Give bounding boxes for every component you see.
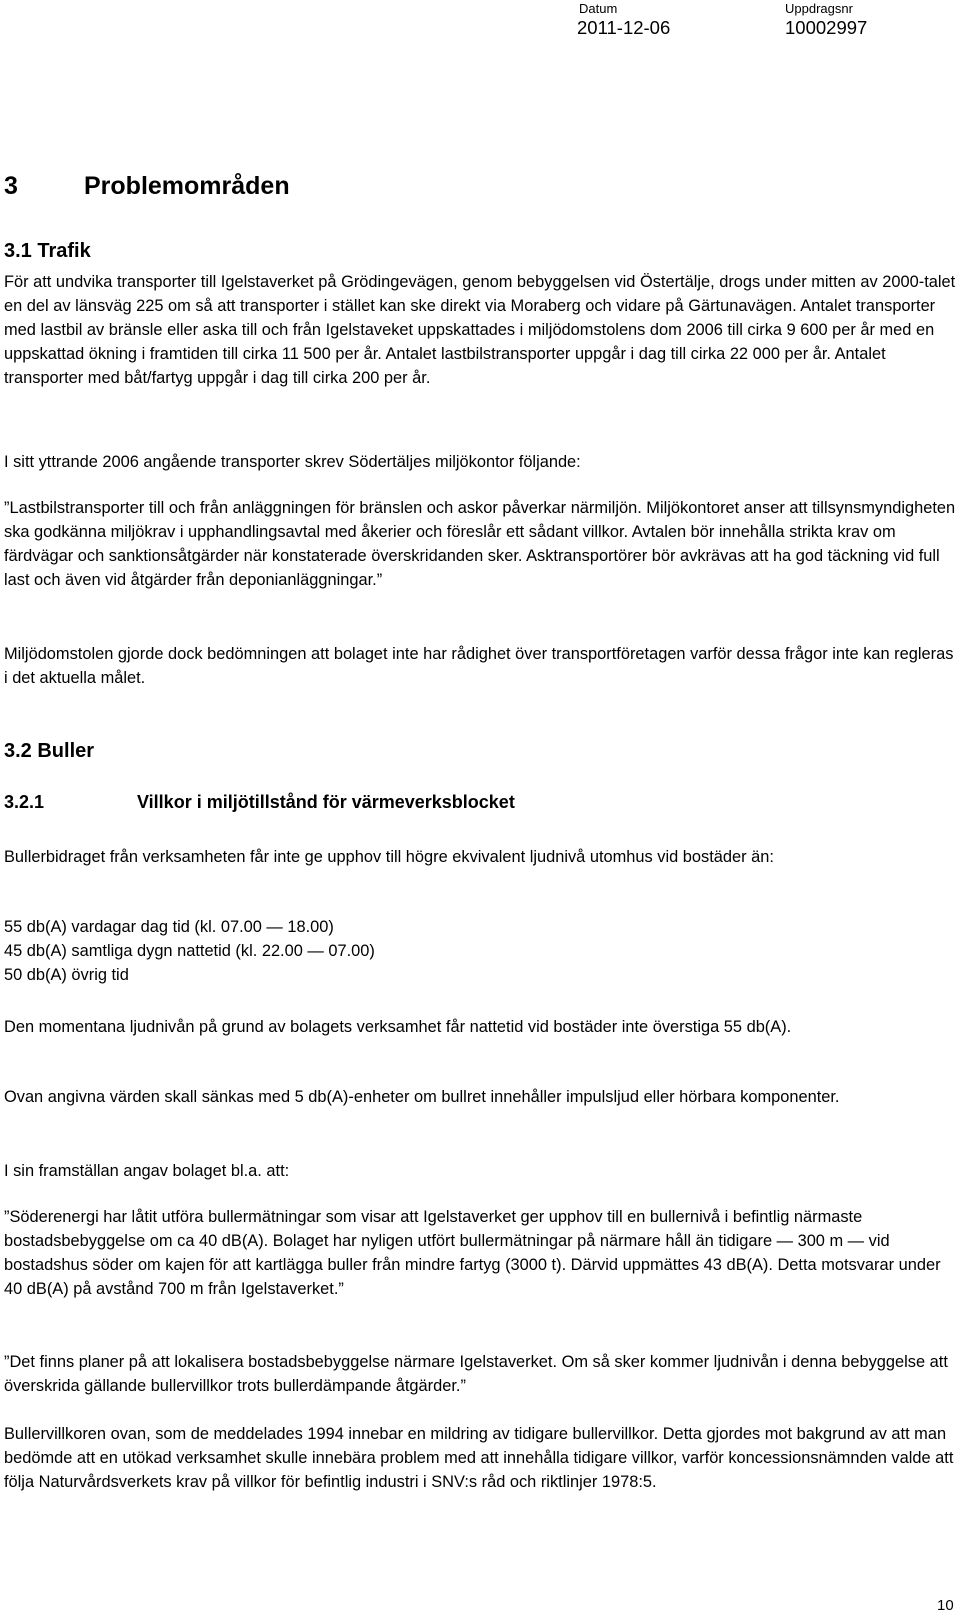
noise-limit-night: 45 db(A) samtliga dygn nattetid (kl. 22.00 — 07.00) — [4, 942, 375, 960]
environment-office-quote: ”Lastbilstransporter till och från anläggningen för bränslen och askor påverkar närmiljön. Miljökontoret anser att tillsynsmyndigheten ska godkänna miljökrav i upphandlingsavtal med åkerier och föreslår ett sådant villkor. Avtalen bör innehålla strikta krav om färdvägar och sanktionsåtgärder när konstaterade överskridanden sker. Asktransportörer bör avkrävas att ha god täckning vid full last och även vid åtgärder från deponianläggningar.” — [4, 499, 956, 589]
noise-limit-intro: Bullerbidraget från verksamheten får inte ge upphov till högre ekvivalent ljudnivå utomhus vid bostäder än: — [4, 848, 774, 866]
section-traffic-heading: 3.1 Trafik — [4, 240, 91, 262]
chapter-number: 3 — [4, 172, 18, 200]
noise-conditions-history: Bullervillkoren ovan, som de meddelades 1994 innebar en mildring av tidigare bullervillkor. Detta gjordes mot bakgrund av att man bedömde att en utökad verksamhet skulle innebära problem med att innehålla tidigare villkor, varför koncessionsnämnden valde att följa Naturvårdsverkets krav på villkor för befintlig industri i SNV:s råd och riktlinjer 1978:5. — [4, 1425, 954, 1491]
reduction-paragraph: Ovan angivna värden skall sänkas med 5 db(A)-enheter om bullret innehåller impulsljud eller hörbara komponenter. — [4, 1088, 840, 1106]
court-assessment-paragraph: Miljödomstolen gjorde dock bedömningen att bolaget inte har rådighet över transportföretagen varför dessa frågor inte kan regleras i det aktuella målet. — [4, 645, 954, 687]
date-value: 2011-12-06 — [577, 17, 671, 38]
environment-office-intro: I sitt yttrande 2006 angående transporter skrev Södertäljes miljökontor följande: — [4, 453, 581, 471]
assignment-number-label: Uppdragsnr — [785, 1, 853, 16]
assignment-number-value: 10002997 — [785, 17, 868, 38]
subsection-number: 3.2.1 — [4, 792, 45, 812]
page-number: 10 — [937, 1597, 954, 1614]
company-statement-intro: I sin framställan angav bolaget bl.a. att: — [4, 1162, 290, 1180]
company-quote-measurements: ”Söderenergi har låtit utföra bullermätningar som visar att Igelstaverket ger upphov till en bullernivå i befintlig närmaste bostadsbebyggelse om ca 40 dB(A). Bolaget har nyligen utfört bullermätningar på närmare håll än tidigare — 300 m — vid bostadshus söder om kajen för att kartlägga buller från mindre fartyg (3000 t). Därvid uppmättes 43 dB(A). Detta motsvarar under 40 dB(A) på avstånd 700 m från Igelstaverket.” — [4, 1208, 941, 1298]
noise-limit-day: 55 db(A) vardagar dag tid (kl. 07.00 — 18.00) — [4, 918, 334, 936]
momentary-level-paragraph: Den momentana ljudnivån på grund av bolagets verksamhet får nattetid vid bostäder inte överstiga 55 db(A). — [4, 1018, 792, 1036]
traffic-paragraph: För att undvika transporter till Igelstaverket på Grödingevägen, genom bebyggelsen vid Östertälje, drogs under mitten av 2000-talet en del av länsväg 225 om så att transporter i stället kan ske direkt via Moraberg och vidare på Gärtunavägen. Antalet transporter med lastbil av bränsle eller aska till och från Igelstaveket uppskattades i miljödomstolens dom 2006 till cirka 9 600 per år med en uppskattad ökning i framtiden till cirka 11 500 per år. Antalet lastbilstransporter uppgår i dag till cirka 22 000 per år. Antalet transporter med båt/fartyg uppgår i dag till cirka 200 per år. — [4, 273, 956, 387]
noise-limit-other: 50 db(A) övrig tid — [4, 966, 129, 984]
company-quote-planning: ”Det finns planer på att lokalisera bostadsbebyggelse närmare Igelstaverket. Om så sker kommer ljudnivån i denna bebyggelse att överskrida gällande bullervillkor trots bullerdämpande åtgärder.” — [4, 1353, 948, 1395]
subsection-title: Villkor i miljötillstånd för värmeverksblocket — [137, 792, 515, 812]
date-label: Datum — [579, 1, 618, 16]
section-noise-heading: 3.2 Buller — [4, 740, 95, 762]
chapter-title: Problemområden — [84, 172, 290, 200]
